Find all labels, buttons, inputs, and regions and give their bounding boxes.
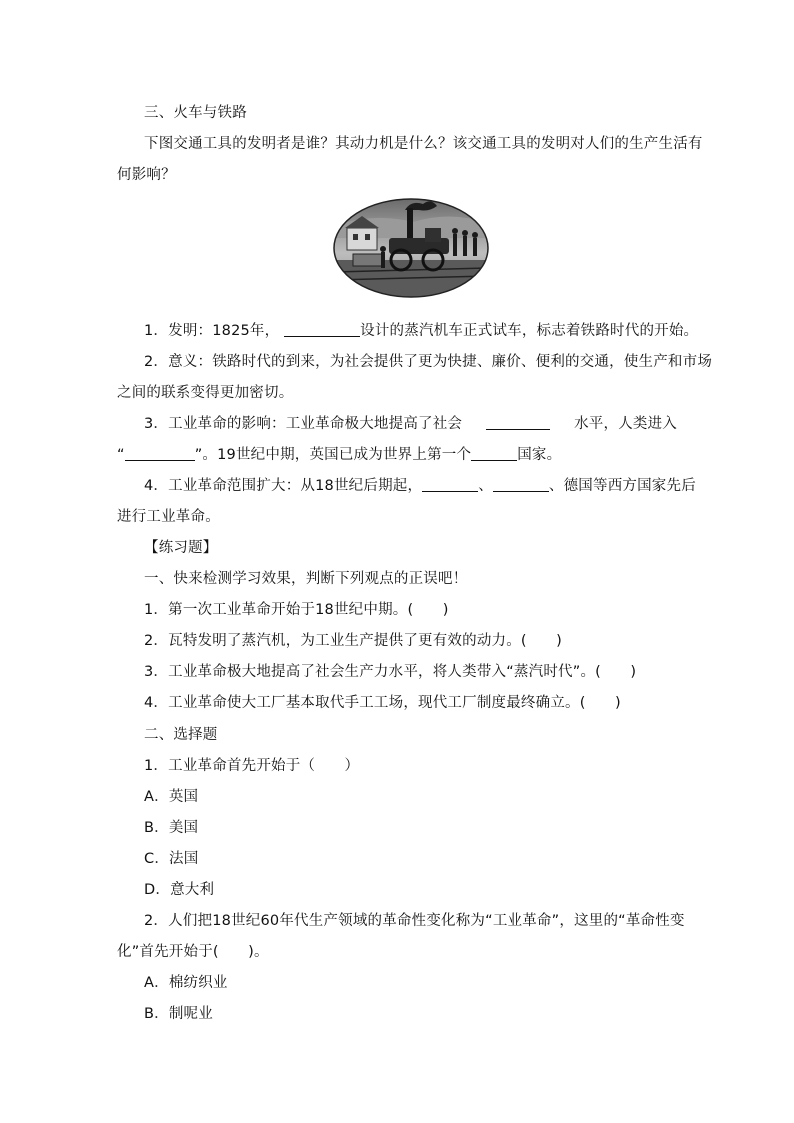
option-b[interactable]: B．制呢业	[144, 1006, 213, 1022]
answer-blank[interactable]	[125, 445, 195, 461]
question-stem-cont: 化”首先开始于( )。	[117, 944, 269, 960]
question-stem: 1．工业革命首先开始于（ ）	[144, 758, 360, 774]
answer-blank[interactable]	[471, 445, 517, 461]
option-a[interactable]: A．英国	[144, 789, 199, 805]
tf-item: 2．瓦特发明了蒸汽机，为工业生产提供了更有效的动力。( )	[144, 633, 563, 649]
locomotive-engraving-icon	[333, 198, 489, 298]
practice-title: 【练习题】	[144, 540, 218, 556]
fill-item-3-cont: “ ”。19世纪中期，英国已成为世界上第一个 国家。	[117, 447, 562, 463]
tf-item: 1．第一次工业革命开始于18世纪中期。( )	[144, 602, 449, 618]
answer-blank[interactable]	[422, 476, 478, 492]
option-d[interactable]: D．意大利	[144, 882, 215, 898]
answer-blank[interactable]	[284, 321, 360, 337]
question-line: 下图交通工具的发明者是谁？其动力机是什么？该交通工具的发明对人们的生产生活有	[144, 136, 703, 152]
tf-item: 3．工业革命极大地提高了社会生产力水平，将人类带入“蒸汽时代”。( )	[144, 664, 637, 680]
fill-item-4-cont: 进行工业革命。	[117, 509, 220, 525]
option-b[interactable]: B．美国	[144, 820, 199, 836]
part1-heading: 一、快来检测学习效果，判断下列观点的正误吧！	[144, 571, 468, 587]
option-c[interactable]: C．法国	[144, 851, 199, 867]
fill-item-2: 2．意义：铁路时代的到来，为社会提供了更为快捷、廉价、便利的交通，使生产和市场	[144, 354, 713, 370]
section-heading: 三、火车与铁路	[144, 105, 247, 121]
answer-blank[interactable]	[486, 414, 550, 430]
part2-heading: 二、选择题	[144, 727, 218, 743]
tf-item: 4．工业革命使大工厂基本取代手工工场，现代工厂制度最终确立。( )	[144, 695, 621, 711]
fill-item-2-cont: 之间的联系变得更加密切。	[117, 385, 294, 401]
fill-item-1: 1．发明：1825年， 设计的蒸汽机车正式试车，标志着铁路时代的开始。	[144, 323, 699, 339]
question-stem: 2．人们把18世纪60年代生产领域的革命性变化称为“工业革命”，这里的“革命性变	[144, 913, 685, 929]
answer-blank[interactable]	[493, 476, 549, 492]
option-a[interactable]: A．棉纺织业	[144, 975, 228, 991]
question-line: 何影响？	[117, 167, 176, 183]
fill-item-3: 3．工业革命的影响：工业革命极大地提高了社会 水平，人类进入	[144, 416, 677, 432]
fill-item-4: 4．工业革命范围扩大：从18世纪后期起， 、 、德国等西方国家先后	[144, 478, 696, 494]
